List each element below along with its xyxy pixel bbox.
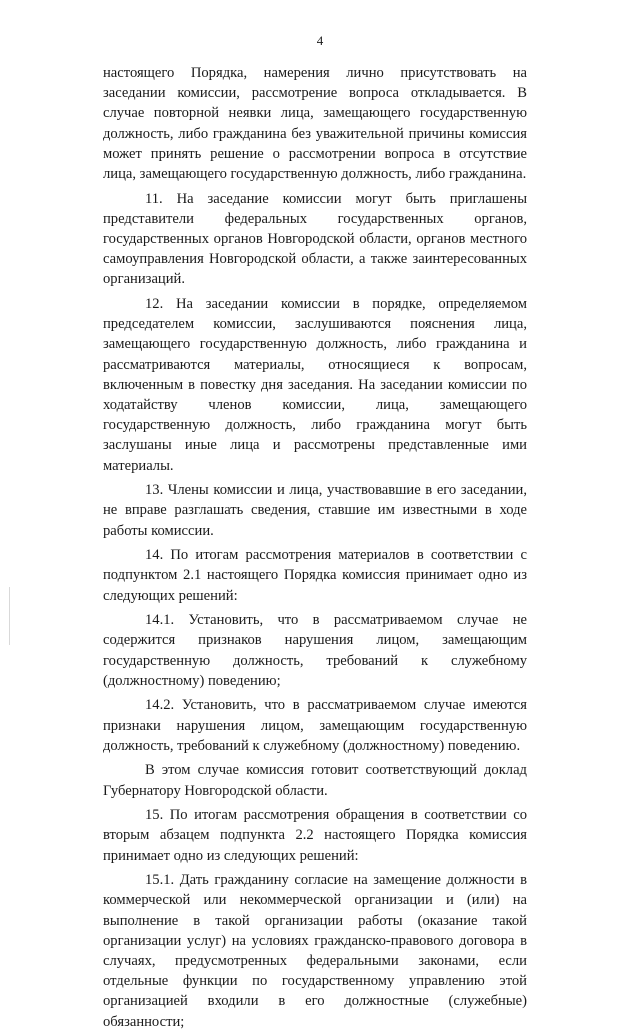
- paragraph-item-14-1: 14.1. Установить, что в рассматриваемом случае не содержится признаков нарушения лицом, замещающим государственную должность, требований к служебному (должностному) поведению;: [103, 612, 527, 689]
- scan-margin-mark: [9, 587, 10, 645]
- paragraph-report-note: В этом случае комиссия готовит соответствующий доклад Губернатору Новгородской области.: [103, 762, 527, 799]
- document-body: [103, 63, 527, 1036]
- paragraph-item-12: 12. На заседании комиссии в порядке, определяемом председателем комиссии, заслушиваются пояснения лица, замещающего государственную должность, либо гражданина и рассматриваются материалы, относящиеся к вопросам, включенным в повестку дня заседания. На заседании комиссии по ходатайству членов комиссии, лица, замещающего государственную должность, либо гражданина могут быть заслушаны иные лица и рассмотрены представленные ими материалы.: [103, 296, 527, 474]
- paragraph-item-14: 14. По итогам рассмотрения материалов в соответствии с подпунктом 2.1 настоящего Порядка комиссия принимает одно из следующих решений:: [103, 547, 527, 604]
- paragraph-item-13: 13. Члены комиссии и лица, участвовавшие в его заседании, не вправе разглашать сведения, ставшие им известными в ходе работы комиссии.: [103, 482, 527, 539]
- paragraph-item-11: 11. На заседание комиссии могут быть приглашены представители федеральных государственных органов, государственных органов Новгородской области, органов местного самоуправления Новгородской области, а также заинтересованных организаций.: [103, 190, 527, 288]
- paragraph-item-14-2: 14.2. Установить, что в рассматриваемом случае имеются признаки нарушения лицом, замещающим государственную должность, требований к служебному (должностному) поведению.: [103, 697, 527, 754]
- paragraph-item-15-1: 15.1. Дать гражданину согласие на замещение должности в коммерческой или некоммерческой организации и (или) на выполнение в такой организации работы (оказание такой организации услуг) на условиях гражданско-правового договора в случаях, предусмотренных федеральными законами, если отдельные функции по государственному управлению этой организацией входили в его должностные (служебные) обязанности;: [103, 872, 527, 1030]
- page-number: 4: [316, 33, 324, 48]
- paragraph-continuation: настоящего Порядка, намерения лично присутствовать на заседании комиссии, рассмотрение вопроса откладывается. В случае повторной неявки лица, замещающего государственную должность, либо гражданина без уважительной причины комиссия может принять решение о рассмотрении вопроса в отсутствие лица, замещающего государственную должность, либо гражданина.: [103, 65, 527, 183]
- paragraph-item-15: 15. По итогам рассмотрения обращения в соответствии со вторым абзацем подпункта 2.2 настоящего Порядка комиссия принимает одно из следующих решений:: [103, 807, 527, 864]
